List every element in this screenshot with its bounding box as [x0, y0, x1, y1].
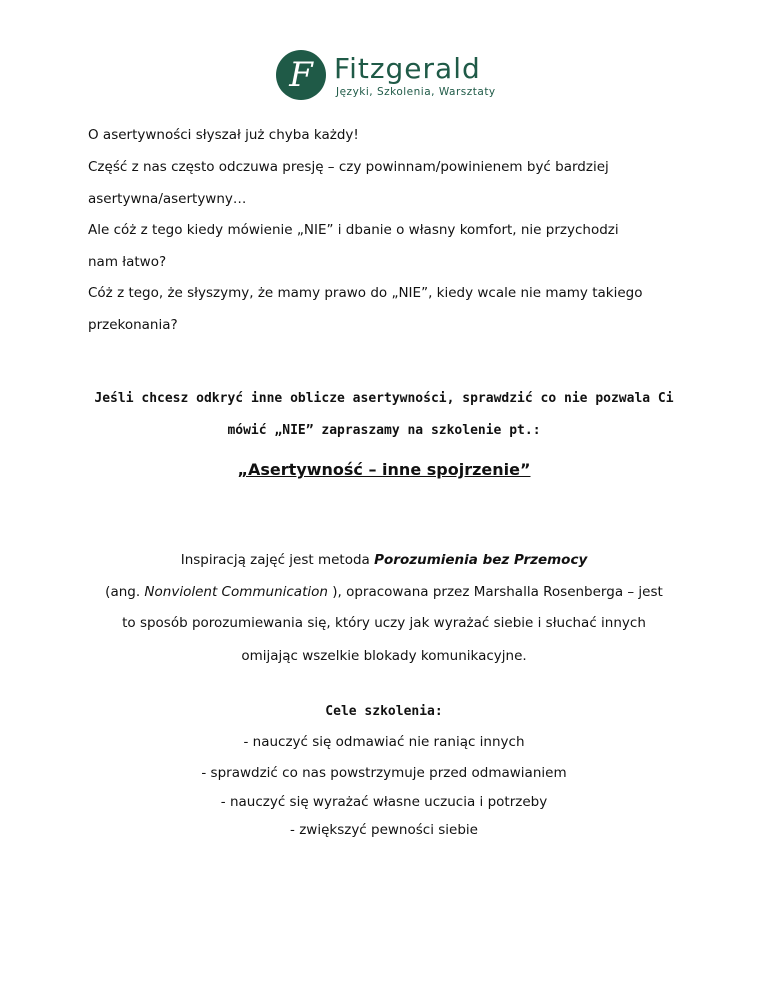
intro-line-2: Część z nas często odczuwa presję – czy powinnam/powinienem być bardziej	[88, 159, 609, 175]
goal-item: - zwiększyć pewności siebie	[290, 822, 478, 838]
inspiration-line-2-pre: (ang.	[105, 584, 145, 600]
logo-name: Fitzgerald	[334, 52, 481, 85]
intro-line-5: nam łatwo?	[88, 254, 167, 270]
method-name: Porozumienia bez Przemocy	[374, 552, 588, 568]
logo-glyph: F	[289, 55, 313, 95]
logo-emblem	[276, 50, 326, 100]
logo-tagline: Języki, Szkolenia, Warsztaty	[336, 86, 496, 98]
inspiration-line-3: to sposób porozumiewania się, który uczy jak wyrażać siebie i słuchać innych	[122, 615, 646, 631]
goal-item: - nauczyć się wyrażać własne uczucia i potrzeby	[220, 794, 548, 810]
intro-line-7: przekonania?	[88, 317, 178, 333]
intro-line-6: Cóż z tego, że słyszymy, że mamy prawo do „NIE”, kiedy wcale nie mamy takiego	[88, 285, 643, 301]
inspiration-line-4: omijając wszelkie blokady komunikacyjne.	[241, 648, 527, 664]
goal-item: - nauczyć się odmawiać nie raniąc innych	[243, 734, 525, 750]
inspiration-line-1	[0, 552, 768, 568]
invite-line-1: Jeśli chcesz odkryć inne oblicze asertywności, sprawdzić co nie pozwala Ci	[94, 391, 674, 406]
inspiration-line-2	[0, 584, 768, 600]
company-logo	[276, 50, 506, 102]
invite-line-2: mówić „NIE” zapraszamy na szkolenie pt.:	[227, 423, 541, 438]
goal-item: - sprawdzić co nas powstrzymuje przed odmawianiem	[201, 765, 567, 781]
intro-line-4: Ale cóż z tego kiedy mówienie „NIE” i dbanie o własny komfort, nie przychodzi	[88, 222, 619, 238]
method-english-name: Nonviolent Communication	[144, 584, 328, 600]
inspiration-line-2-post: ), opracowana przez Marshalla Rosenberga – jest	[327, 584, 663, 600]
goals-heading: Cele szkolenia:	[325, 704, 443, 719]
intro-line-3: asertywna/asertywny…	[88, 191, 247, 207]
intro-line-1: O asertywności słyszał już chyba każdy!	[88, 127, 359, 143]
inspiration-line-1-text: Inspiracją zajęć jest metoda	[180, 552, 375, 568]
training-title: „Asertywność – inne spojrzenie”	[237, 460, 531, 479]
